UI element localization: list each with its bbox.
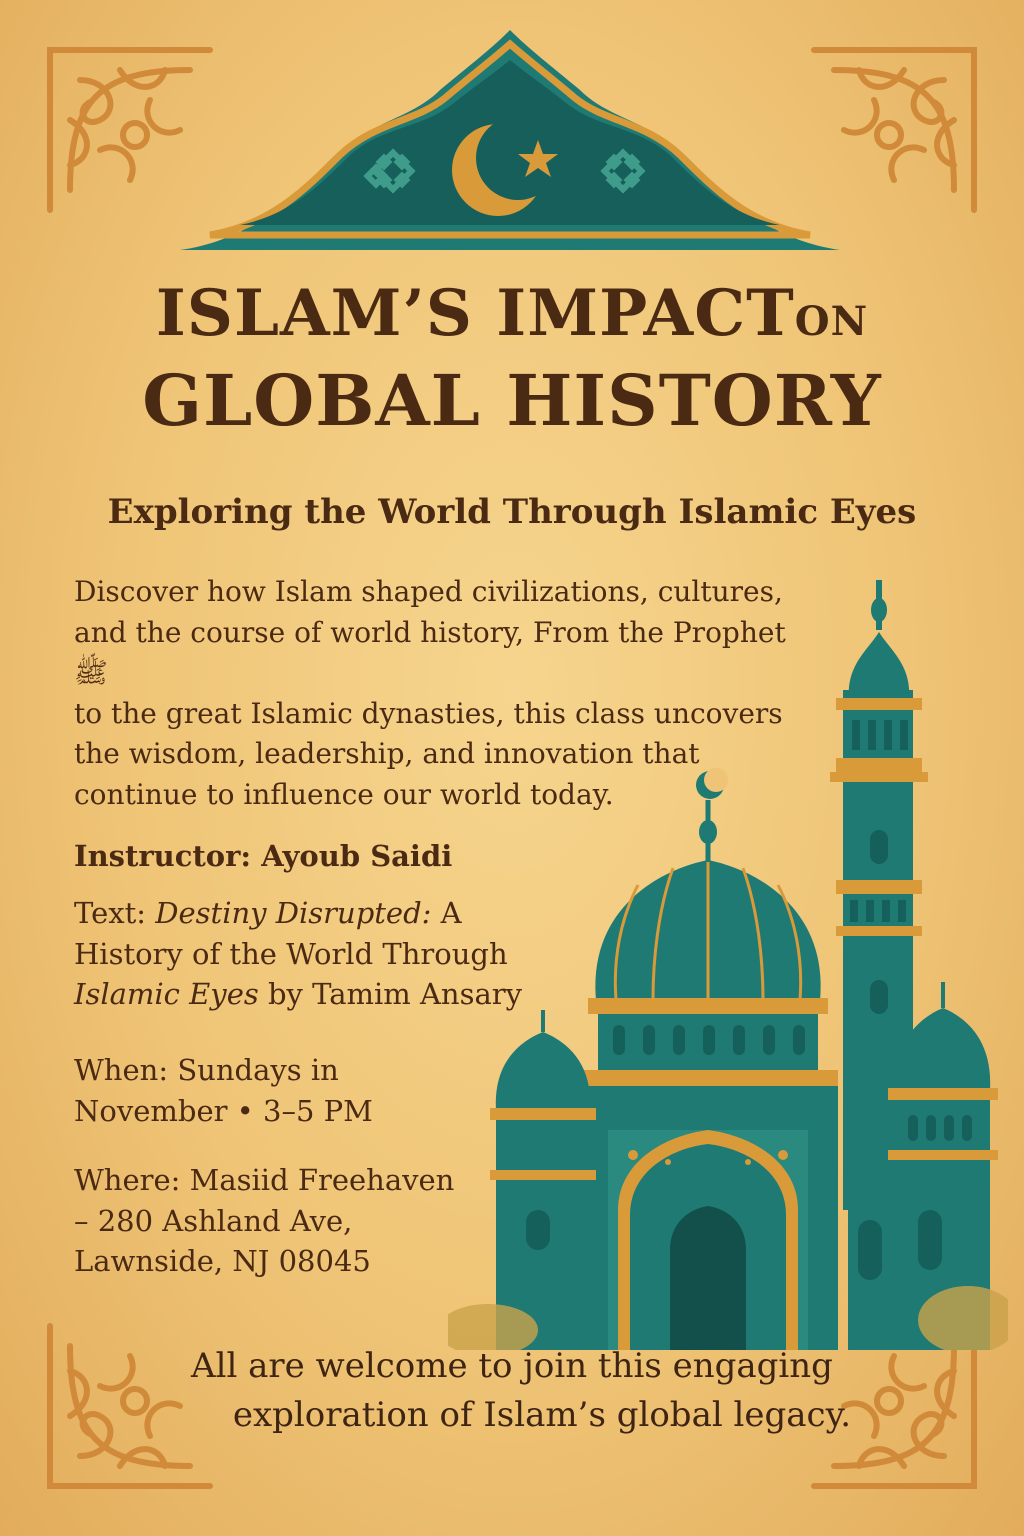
footer-line: exploration of Islam’s global legacy. — [232, 1395, 852, 1436]
book-title-part-1: Destiny Disrupted: — [155, 896, 432, 930]
title-line-1 — [0, 276, 1024, 351]
book-author: by Tamim Ansary — [258, 977, 523, 1012]
when-line: When: Sundays in — [74, 1053, 339, 1087]
where-line: – 280 Ashland Ave, — [74, 1203, 353, 1238]
description-line: Discover how Islam shaped civilizations, cultures, — [74, 575, 783, 608]
title-suffix: ON — [794, 298, 869, 345]
footer-message — [0, 1342, 1024, 1441]
description-line: the wisdom, leadership, and innovation that — [74, 737, 700, 771]
footer-line: All are welcome to join this engaging — [191, 1346, 833, 1386]
title-main: ISLAM’S IMPACT — [155, 276, 795, 351]
where-line: Where: Masiid Freehaven — [74, 1163, 455, 1197]
book-title-part-2: A History of the World Through — [74, 896, 508, 971]
subtitle: Exploring the World Through Islamic Eyes — [107, 492, 917, 532]
text-info — [74, 893, 554, 1015]
where-info — [74, 1160, 494, 1282]
description-line: continue to influence our world today. — [74, 777, 614, 811]
instructor-info: Instructor: Ayoub Saidi — [74, 839, 453, 873]
text-label: Text: — [74, 896, 156, 930]
description-line: and the course of world history, From the Prophet ﷺ — [74, 615, 786, 690]
book-title-part-3: Islamic Eyes — [74, 977, 259, 1012]
page-title — [0, 276, 1024, 442]
title-line-2: GLOBAL HISTORY — [142, 359, 882, 442]
description-line: to the great Islamic dynasties, this class uncovers — [74, 696, 783, 730]
when-info — [74, 1050, 474, 1131]
when-line: November • 3–5 PM — [74, 1093, 373, 1128]
where-line: Lawnside, NJ 08045 — [74, 1244, 371, 1279]
crescent-star-arch-icon — [180, 30, 840, 260]
